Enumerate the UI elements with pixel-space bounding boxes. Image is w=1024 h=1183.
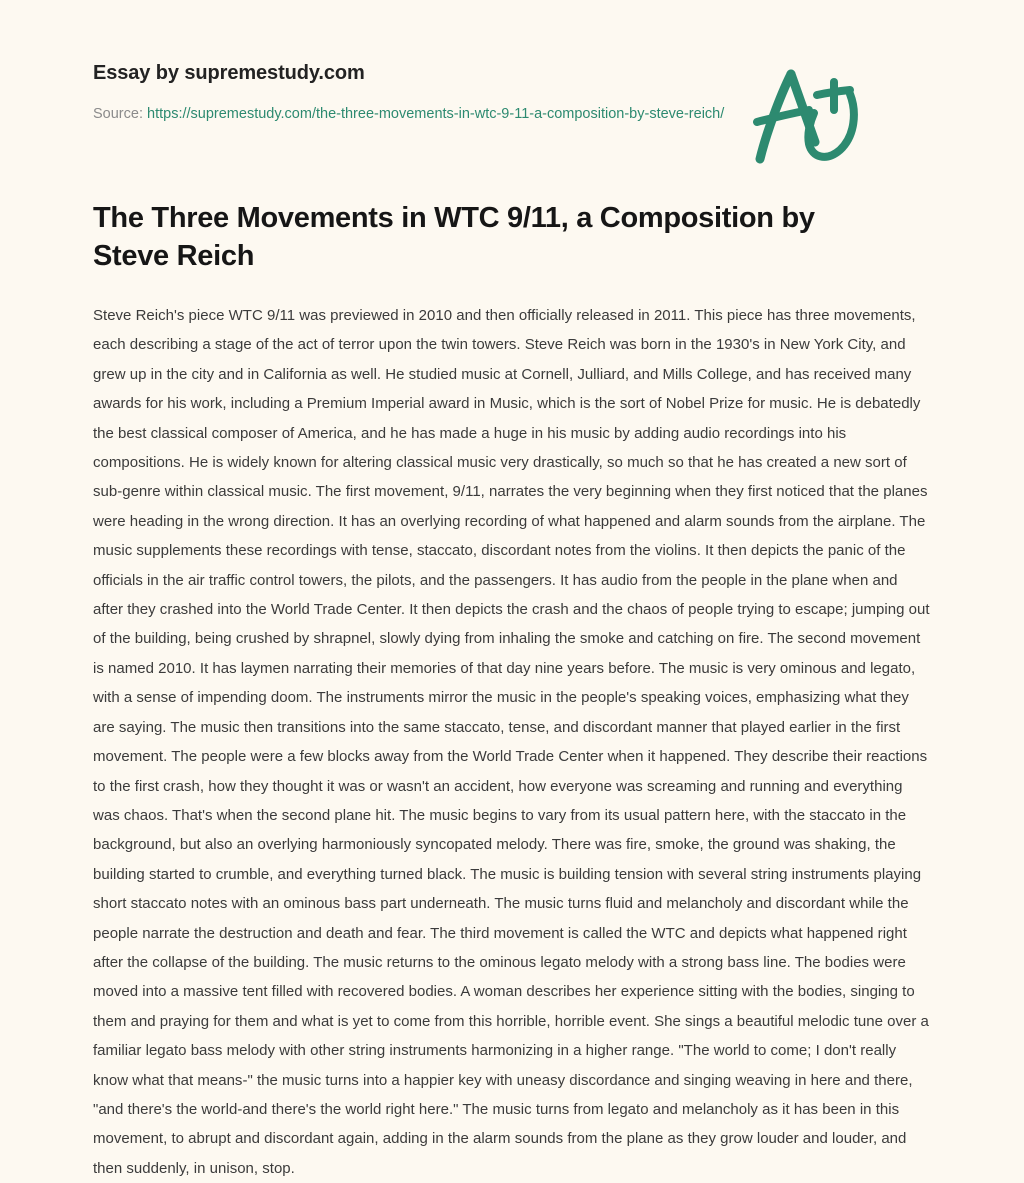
article-title: The Three Movements in WTC 9/11, a Composition by Steve Reich xyxy=(93,202,815,272)
article-body-paragraph: Steve Reich's piece WTC 9/11 was previewed in 2010 and then officially released in 2011. This piece has three movements, each describing a stage of the act of terror upon the twin towers. Steve Reich was born in the 1930's in New York City, and grew up in the city and in California as well. He studied music at Cornell, Julliard, and Mills College, and has received many awards for his work, including a Premium Imperial award in Music, which is the sort of Nobel Prize for music. He is debatedly the best classical composer of America, and he has made a huge in his music by adding audio recordings into his compositions. He is widely known for altering classical music very drastically, so much so that he has created a new sort of sub-genre within classical music. The first movement, 9/11, narrates the very beginning when they first noticed that the planes were heading in the wrong direction. It has an overlying recording of what happened and alarm sounds from the airplane. The music supplements these recordings with tense, staccato, discordant notes from the violins. It then depicts the panic of the officials in the air traffic control towers, the pilots, and the passengers. It has audio from the people in the plane when and after they crashed into the World Trade Center. It then depicts the crash and the chaos of people trying to escape; jumping out of the building, being crushed by shrapnel, slowly dying from inhaling the smoke and catching on fire. The second movement is named 2010. It has laymen narrating their memories of that day nine years before. The music is very ominous and legato, with a sense of impending doom. The instruments mirror the music in the people's speaking voices, emphasizing what they are saying. The music then transitions into the same staccato, tense, and discordant manner that played earlier in the first movement. The people were a few blocks away from the World Trade Center when it happened. They describe their reactions to the first crash, how they thought it was or wasn't an accident, how everyone was screaming and running and everything was chaos. That's when the second plane hit. The music begins to vary from its usual pattern here, with the staccato in the background, but also an overlying harmoniously syncopated melody. There was fire, smoke, the ground was shaking, the building started to crumble, and everything turned black. The music is building tension with several string instruments playing short staccato notes with an ominous bass part underneath. The music turns fluid and melancholy and discordant while the people narrate the destruction and death and fear. The third movement is called the WTC and depicts what happened right after the collapse of the building. The music returns to the ominous legato melody with a strong bass line. The bodies were moved into a massive tent filled with recovered bodies. A woman describes her experience sitting with the bodies, singing to them and praying for them and what is yet to come from this horrible, horrible event. She sings a beautiful melodic tune over a familiar legato bass melody with other string instruments harmonizing in a higher range. "The world to come; I don't really know what that means-" the music turns into a happier key with uneasy discordance and singing weaving in here and there, "and there's the world-and there's the world right here." The music turns from legato and melancholy as it has been in this movement, to abrupt and discordant again, adding in the alarm sounds from the plane as they grow louder and louder, and then suddenly, in unison, stop. xyxy=(93,307,930,1177)
site-title: Essay by supremestudy.com xyxy=(93,62,365,84)
source-line xyxy=(93,102,773,127)
a-plus-logo-icon xyxy=(746,58,866,170)
source-label: Source: xyxy=(93,106,143,122)
article xyxy=(93,199,931,1183)
document-header xyxy=(93,0,931,127)
source-url-link[interactable]: https://supremestudy.com/the-three-movements-in-wtc-9-11-a-composition-by-steve-reich/ xyxy=(147,106,725,122)
article-body xyxy=(93,301,931,1183)
